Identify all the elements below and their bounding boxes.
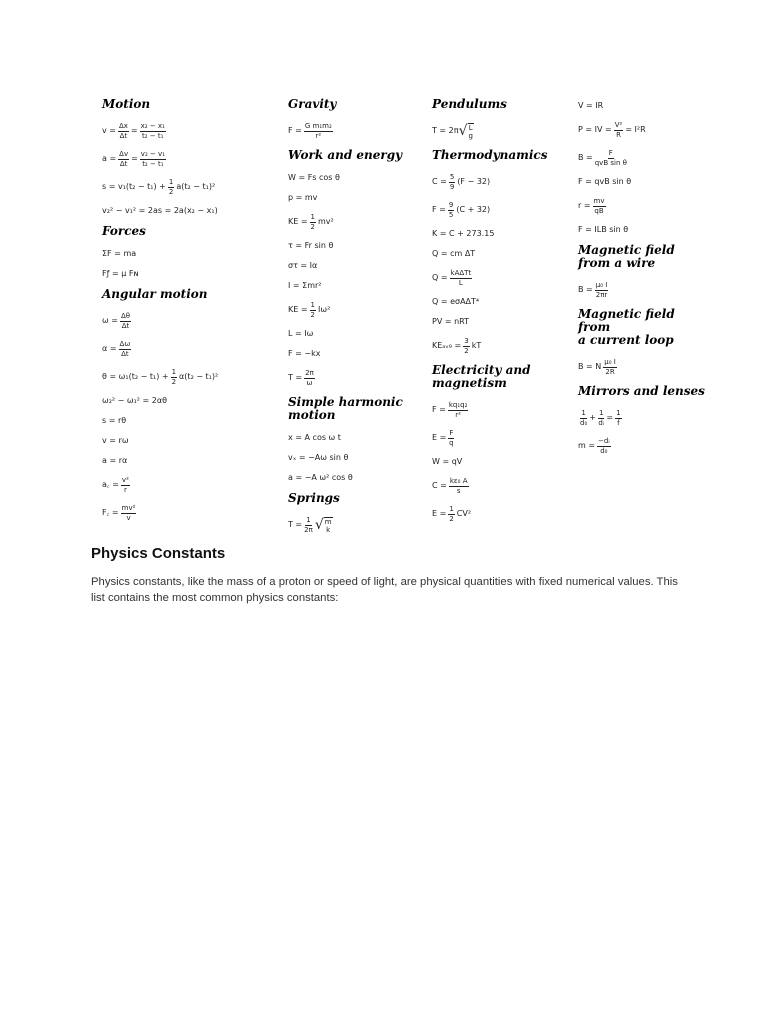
- formula-momentum: p = mv: [288, 193, 318, 202]
- formula-power: P = IV = $\frac{\text{V²}}{R}$ = I²R: [578, 120, 646, 139]
- section-title-mirrors-lenses: Mirrors and lenses: [578, 384, 705, 398]
- formula-celsius: C = $\frac{5}{9}$ (F − 32): [432, 172, 491, 191]
- formula-heat: Q = cm ΔT: [432, 249, 476, 258]
- pendulums-section: [432, 98, 568, 145]
- thermodynamics-section: [432, 149, 568, 360]
- section-title-simple-harmonic-motion: Simple harmonic motion: [288, 395, 403, 422]
- formula-arc-length: s = rθ: [102, 416, 127, 425]
- formula-heat-conduction: Q = kAΔTt L: [432, 268, 472, 287]
- section-title-magnetic-field-wire: Magnetic field from a wire: [578, 243, 675, 270]
- springs-section: [288, 492, 426, 539]
- formula-coulomb: F = $\frac{\text{kq₁q₂}}{\text{r²}}$: [432, 400, 468, 419]
- formula-angular-acceleration: α = $\frac{\Delta\omega}{\Delta t}$: [102, 339, 131, 358]
- angular-motion-section: [102, 288, 272, 527]
- formula-velocity: v = $\frac{\Delta x}{\Delta t}$ = $\frac{\text{x₂ − x₁}}{\text{t₂ − t₁}}$: [102, 121, 165, 140]
- formula-shm-position: x = A cos ω t: [288, 433, 341, 442]
- circuits-section: [578, 96, 708, 240]
- section-title-angular-motion: Angular motion: [102, 287, 208, 301]
- section-title-thermodynamics: Thermodynamics: [432, 148, 548, 162]
- formula-pendulum-period: T = 2π √ L g: [432, 123, 473, 140]
- formula-magnification: m = $\frac{\text{−dᵢ}}{\text{d₀}}$: [578, 436, 610, 455]
- formula-electric-work: W = qV: [432, 457, 463, 466]
- formula-angular-momentum: L = Iω: [288, 329, 314, 338]
- gravity-section: [288, 98, 426, 145]
- formula-displacement: s = v₁(t₂ − t₁) + $\frac{1}{2}$ a(t₂ − t₁)²: [102, 177, 216, 196]
- intro-paragraph: Physics constants, like the mass of a proton or speed of light, are physical quantities with fixed numerical values. This list contains the most common physics constants:: [91, 576, 678, 604]
- formula-magnetic-force-charge: F = qvB sin θ: [578, 177, 632, 186]
- formula-column-3: [432, 96, 568, 532]
- formula-loop-field: B = N μ₀ I 2R: [578, 357, 616, 376]
- formula-friction: Fƒ = μ Fɴ: [102, 269, 139, 278]
- formula-torque: τ = Fr sin θ: [288, 241, 334, 250]
- magnetic-field-wire-section: [578, 244, 708, 304]
- formula-shm-acceleration: a = −A ω² cos θ: [288, 473, 353, 482]
- formula-magnetic-field: B = F qvB sin θ: [578, 148, 627, 167]
- formula-torque-inertia: στ = Iα: [288, 261, 318, 270]
- section-title-gravity: Gravity: [288, 97, 337, 111]
- formula-centripetal-acceleration: a꜀ = $\frac{\text{v²}}{r}$: [102, 475, 129, 494]
- formula-radiation: Q = eσAΔT⁴: [432, 297, 480, 306]
- section-title-forces: Forces: [102, 224, 146, 238]
- formula-hookes-law: F = −kx: [288, 349, 321, 358]
- formula-ideal-gas: PV = nRT: [432, 317, 470, 326]
- section-title-work-energy: Work and energy: [288, 148, 403, 162]
- formula-work: W = Fs cos θ: [288, 173, 340, 182]
- formula-column-1: [102, 96, 272, 531]
- formula-magnetic-force-wire: F = ILB sin θ: [578, 225, 629, 234]
- section-title-magnetic-field-loop: Magnetic field from a current loop: [578, 307, 675, 347]
- simple-harmonic-motion-section: [288, 396, 426, 488]
- section-title-electricity-magnetism: Electricity and magnetism: [432, 363, 531, 390]
- motion-section: [102, 98, 272, 221]
- formula-lens-equation: 1 d₀ + $\frac{1}{\text{dᵢ}}$ = $\frac{1}{f}$: [580, 408, 621, 427]
- section-title-springs: Springs: [288, 491, 340, 505]
- formula-gravitation: F = $\frac{\text{G m₁m₂}}{\text{r²}}$: [288, 121, 332, 140]
- formula-electric-field: E = $\frac{F}{q}$: [432, 428, 454, 447]
- formula-rotational-kinetic-energy: KE = $\frac{1}{2}$ Iω²: [288, 300, 331, 319]
- formula-ohms-law: V = IR: [578, 101, 604, 110]
- formula-fahrenheit: F = $\frac{9}{5}$ (C + 32): [432, 200, 491, 219]
- formula-net-force: ΣF = ma: [102, 249, 137, 258]
- formula-omega-squared: ω₂² − ω₁² = 2αθ: [102, 396, 168, 405]
- formula-shm-velocity: vₓ = −Aω sin θ: [288, 453, 349, 462]
- formula-column-2: [288, 96, 426, 543]
- formula-velocity-squared: v₂² − v₁² = 2as = 2a(x₂ − x₁): [102, 206, 218, 215]
- formula-capacitance: C = $\frac{\text{kε₀ A}}{s}$: [432, 476, 468, 495]
- formula-angular-velocity: ω = $\frac{\Delta\theta}{\Delta t}$: [102, 311, 131, 330]
- formula-acceleration: a = $\frac{\Delta v}{\Delta t}$ = $\frac{\text{v₂ − v₁}}{\text{t₂ − t₁}}$: [102, 149, 166, 168]
- electricity-magnetism-section: [432, 364, 568, 528]
- section-title-pendulums: Pendulums: [432, 97, 507, 111]
- formula-spring-period: T = $\frac{1}{2\pi}$ √ m k: [288, 515, 332, 534]
- formula-tangential-velocity: v = rω: [102, 436, 129, 445]
- formula-angular-displacement: θ = ω₁(t₂ − t₁) + $\frac{1}{2}$ α(t₂ − t₁)²: [102, 367, 219, 386]
- formula-period: T = $\frac{2\pi}{\omega}$: [288, 368, 314, 387]
- section-heading: Physics Constants: [91, 545, 226, 562]
- formula-column-4: [578, 96, 708, 464]
- formula-radius: r = $\frac{mv}{qB}$: [578, 196, 605, 215]
- formula-kinetic-energy: KE = $\frac{1}{2}$ mv²: [288, 212, 334, 231]
- forces-section: [102, 225, 272, 284]
- formula-centripetal-force: F꜀ = $\frac{\text{mv²}}{v}$: [102, 503, 136, 522]
- formula-kelvin: K = C + 273.15: [432, 229, 495, 238]
- section-title-motion: Motion: [102, 97, 151, 111]
- formula-capacitor-energy: E = $\frac{1}{2}$ CV²: [432, 504, 472, 523]
- formula-average-kinetic-energy: KEₐᵥ₉ = $\frac{3}{2}$ kT: [432, 336, 482, 355]
- formula-wire-field: B = $\frac{\text{μ₀ I}}{2\pi r}$: [578, 280, 608, 299]
- formula-moment-of-inertia: I = Σmr²: [288, 281, 322, 290]
- formula-tangential-acceleration: a = rα: [102, 456, 128, 465]
- mirrors-lenses-section: [578, 385, 708, 460]
- work-energy-section: [288, 149, 426, 392]
- magnetic-field-loop-section: [578, 308, 708, 381]
